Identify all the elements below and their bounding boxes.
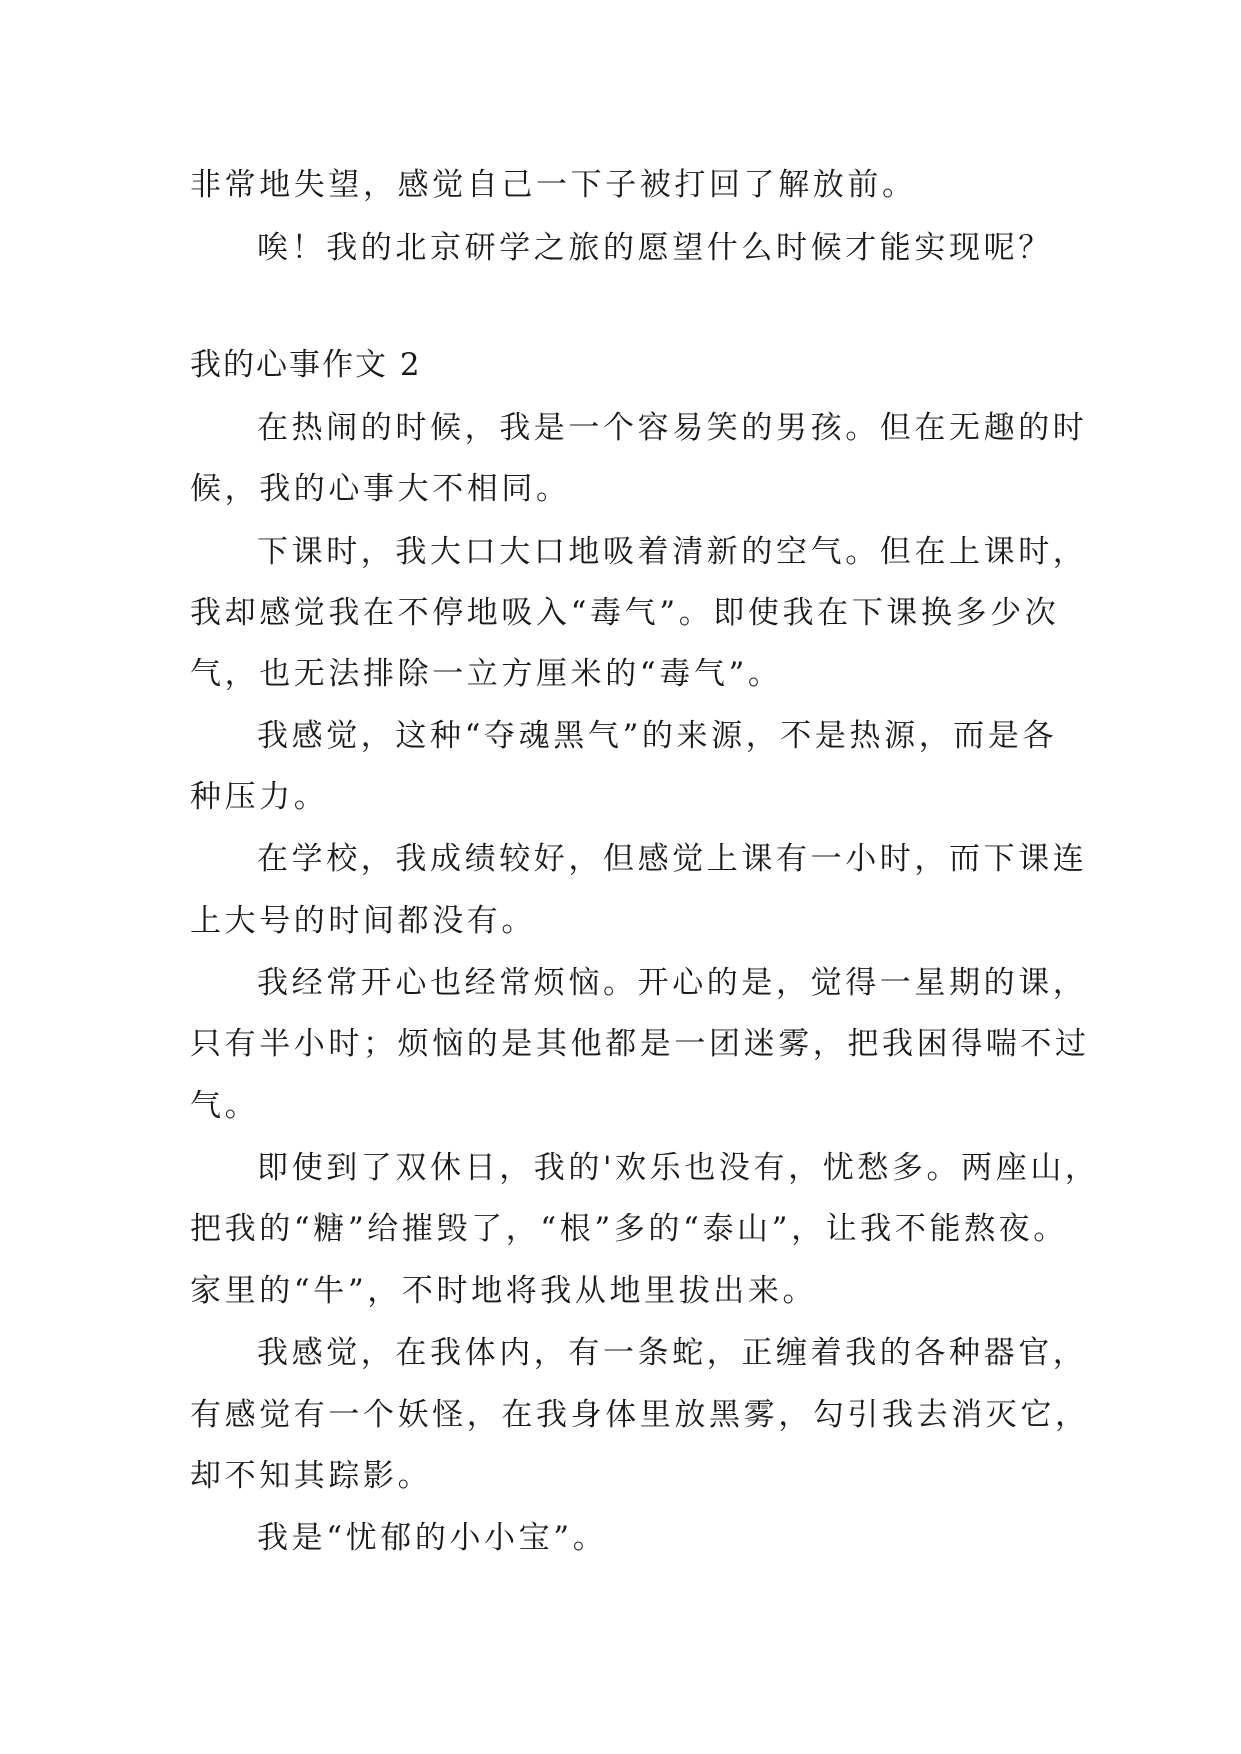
text-line: 却不知其踪影。: [190, 1458, 433, 1494]
text-line: 非常地失望，感觉自己一下子被打回了解放前。: [190, 167, 917, 203]
text-line: 家里的“牛”，不时地将我从地里拔出来。: [190, 1273, 818, 1309]
text-line: 把我的“糖”给摧毁了，“根”多的“泰山”，让我不能熬夜。: [190, 1211, 1068, 1247]
text-line: 在学校，我成绩较好，但感觉上课有一小时，而下课连: [257, 841, 1088, 877]
essay-title: 我的心事作文 2: [190, 347, 422, 383]
text-line: 我感觉，这种“夺魂黑气”的来源，不是热源，而是各: [257, 718, 1058, 754]
text-line: 种压力。: [190, 779, 329, 815]
text-line: 气，也无法排除一立方厘米的“毒气”。: [190, 656, 783, 692]
text-line: 唉！我的北京研学之旅的愿望什么时候才能实现呢？: [257, 230, 1053, 266]
text-line: 即使到了双休日，我的'欢乐也没有，忧愁多。两座山，: [257, 1150, 1100, 1186]
text-line: 有感觉有一个妖怪，在我身体里放黑雾，勾引我去消灭它，: [190, 1397, 1090, 1433]
text-line: 在热闹的时候，我是一个容易笑的男孩。但在无趣的时: [257, 410, 1088, 446]
text-line: 候，我的心事大不相同。: [190, 471, 571, 507]
text-line: 我经常开心也经常烦恼。开心的是，觉得一星期的课，: [257, 965, 1088, 1001]
text-line: 我是“忧郁的小小宝”。: [257, 1520, 608, 1556]
text-line: 下课时，我大口大口地吸着清新的空气。但在上课时，: [257, 534, 1088, 570]
text-line: 我感觉，在我体内，有一条蛇，正缠着我的各种器官，: [257, 1335, 1088, 1371]
text-line: 只有半小时；烦恼的是其他都是一团迷雾，把我困得喘不过: [190, 1026, 1090, 1062]
text-line: 我却感觉我在不停地吸入“毒气”。即使我在下课换多少次: [190, 595, 1060, 631]
text-line: 上大号的时间都没有。: [190, 903, 536, 939]
text-line: 气。: [190, 1088, 260, 1124]
